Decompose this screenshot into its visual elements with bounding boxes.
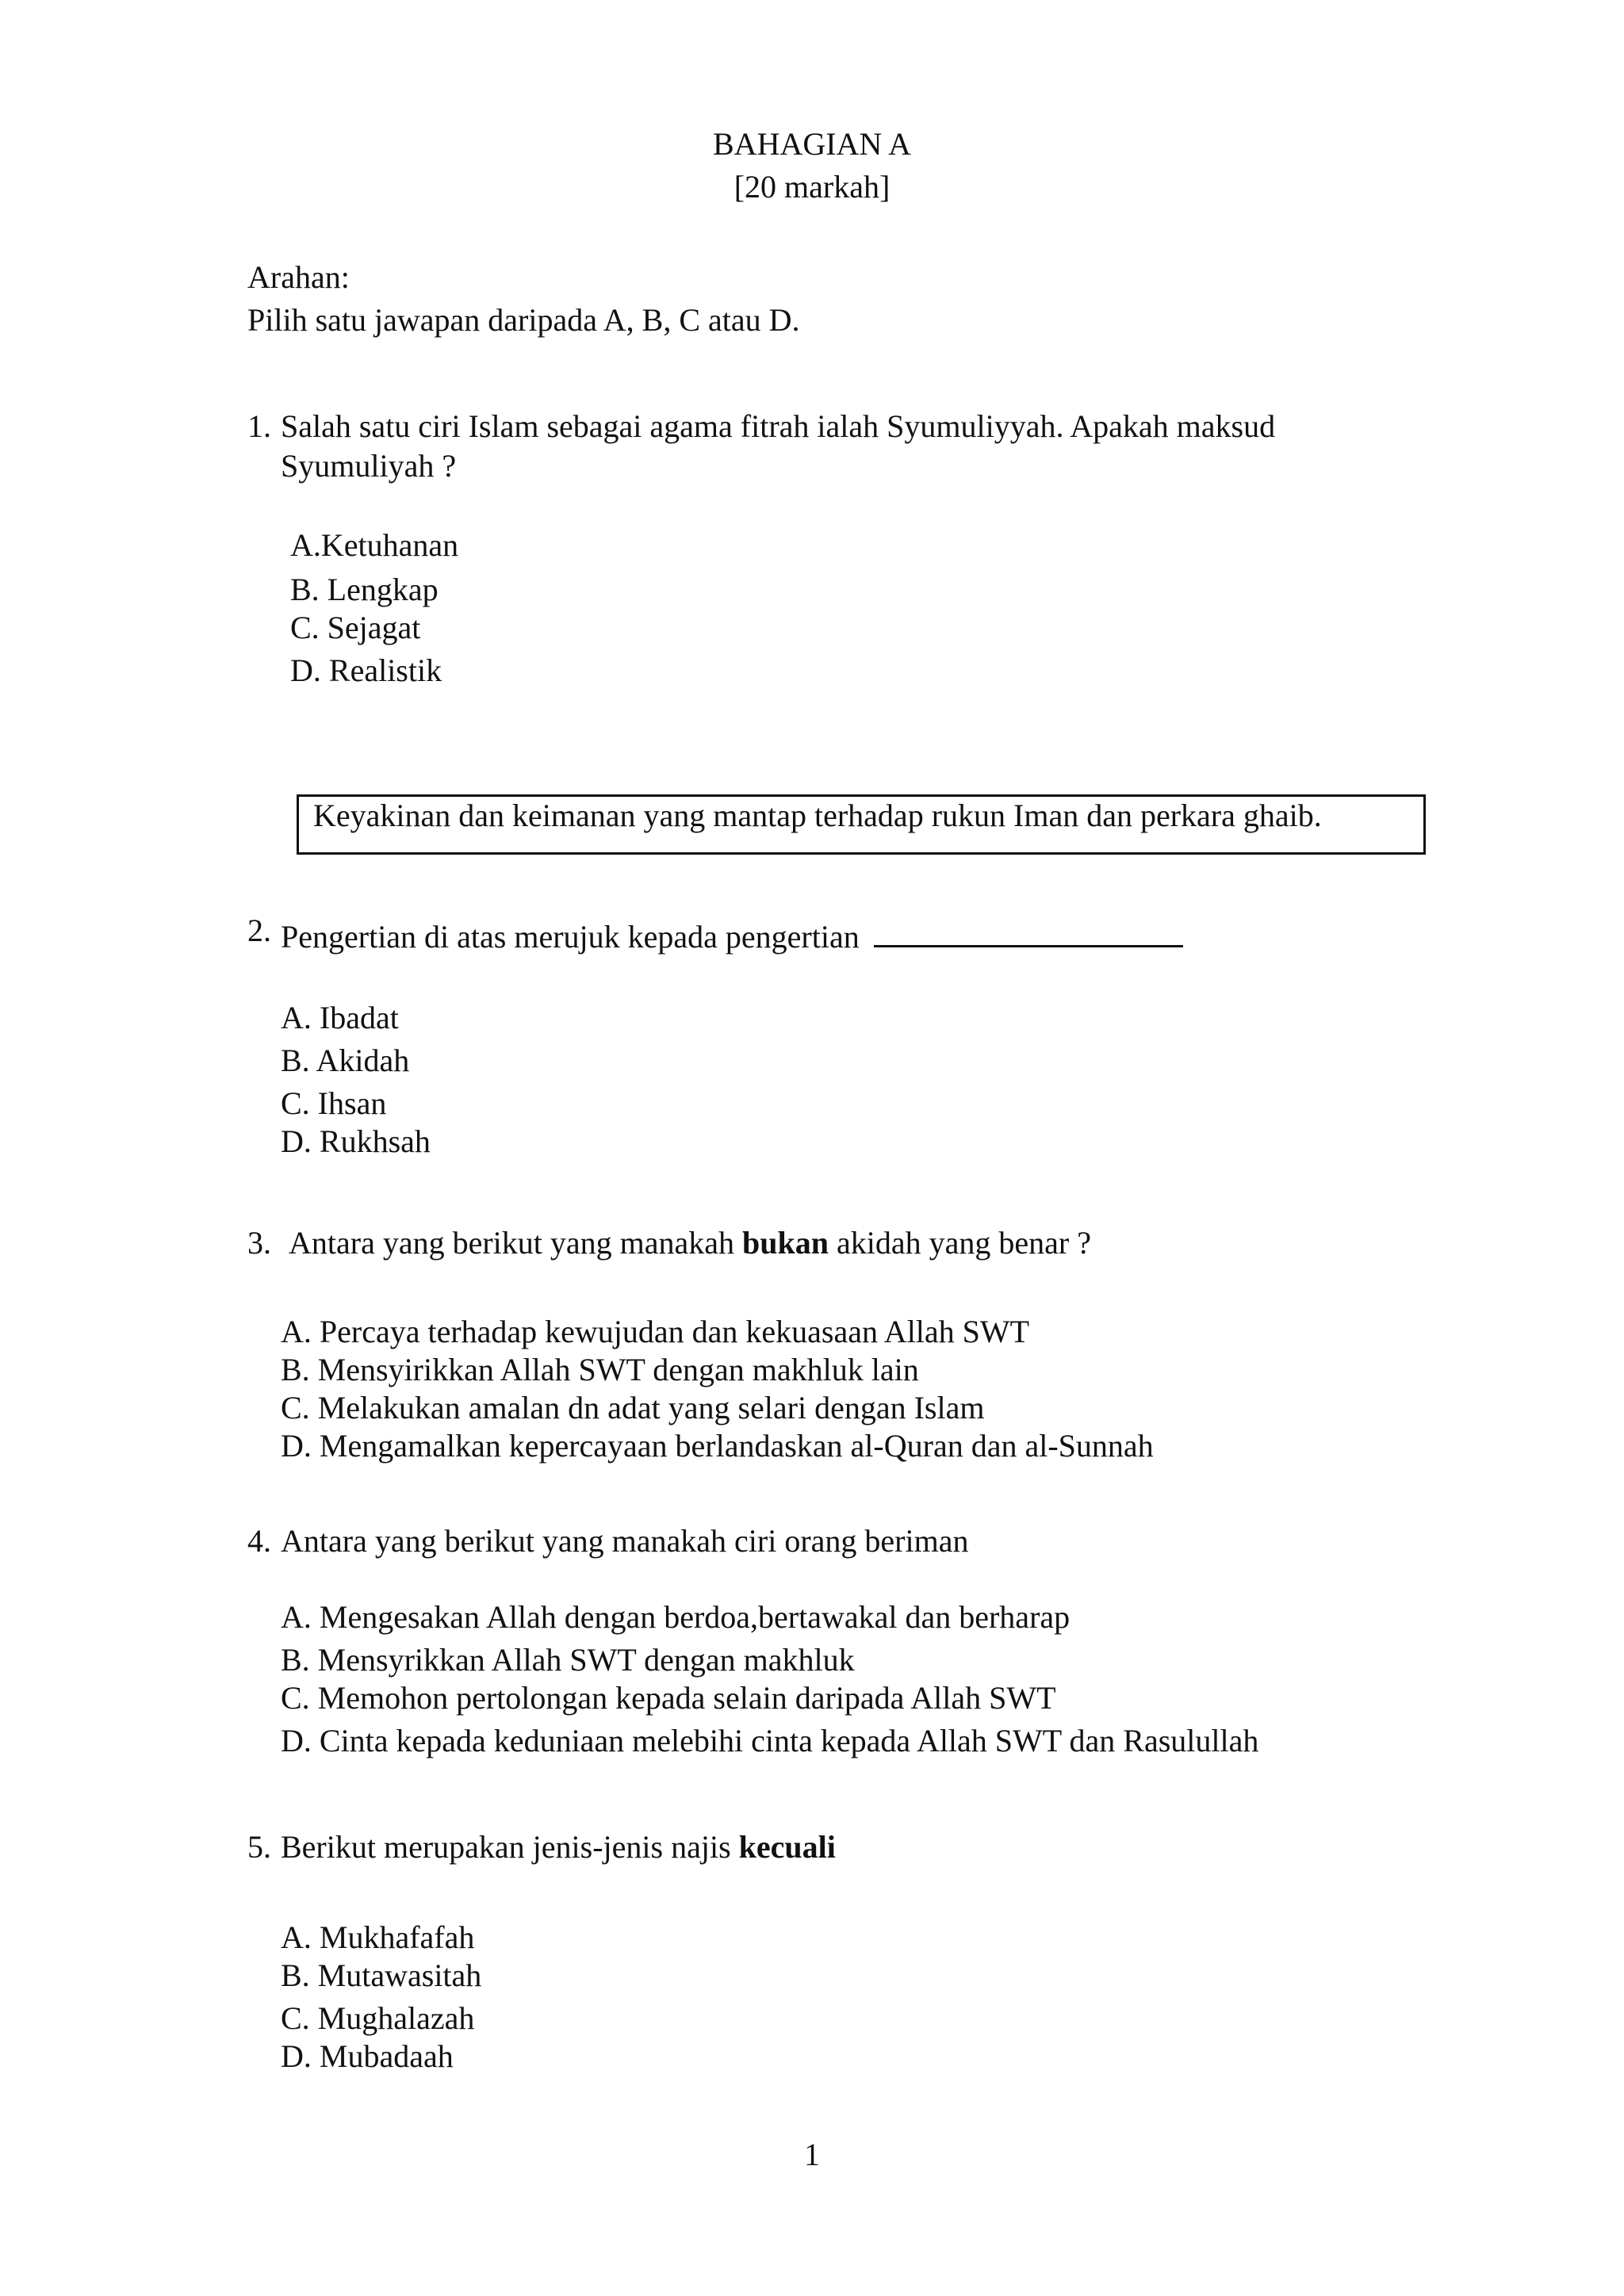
- option-b: B. Mutawasitah: [281, 1957, 482, 1993]
- option-b: B. Lengkap: [290, 572, 439, 607]
- answer-blank-line: [874, 915, 1183, 947]
- question-text: Antara yang berikut yang manakah bukan akidah yang benar ?: [289, 1225, 1091, 1261]
- option-d: D. Mubadaah: [281, 2038, 454, 2074]
- option-d: D. Realistik: [290, 652, 442, 688]
- option-d: D. Rukhsah: [281, 1123, 431, 1159]
- option-a: A. Mukhafafah: [281, 1919, 475, 1955]
- option-c: C. Melakukan amalan dn adat yang selari dengan Islam: [281, 1390, 985, 1425]
- emphasis-word: bukan: [742, 1225, 829, 1261]
- option-b: B. Akidah: [281, 1043, 410, 1078]
- question-text: Berikut merupakan jenis-jenis najis kecuali: [281, 1829, 836, 1865]
- question-number: 5.: [247, 1829, 271, 1865]
- option-a: A. Mengesakan Allah dengan berdoa,bertawakal dan berharap: [281, 1599, 1071, 1635]
- question-number: 1.: [247, 408, 271, 444]
- marks-label: [20 markah]: [733, 169, 891, 205]
- definition-text: Keyakinan dan keimanan yang mantap terhadap rukun Iman dan perkara ghaib.: [313, 798, 1322, 833]
- page-number: 1: [804, 2137, 820, 2172]
- definition-box: [297, 794, 1426, 855]
- question-number: 2.: [247, 913, 271, 948]
- option-b: B. Mensyirikkan Allah SWT dengan makhluk lain: [281, 1352, 919, 1387]
- option-c: C. Mughalazah: [281, 2000, 475, 2036]
- question-text: Antara yang berikut yang manakah ciri orang beriman: [281, 1523, 969, 1559]
- question-number: 3.: [247, 1225, 271, 1261]
- option-c: C. Memohon pertolongan kepada selain daripada Allah SWT: [281, 1680, 1056, 1716]
- option-a: A.Ketuhanan: [290, 527, 459, 563]
- option-a: A. Ibadat: [281, 1000, 399, 1035]
- question-number: 4.: [247, 1523, 271, 1559]
- instructions-label: Arahan:: [247, 259, 350, 295]
- option-d: D. Mengamalkan kepercayaan berlandaskan al-Quran dan al-Sunnah: [281, 1428, 1154, 1464]
- option-d: D. Cinta kepada keduniaan melebihi cinta kepada Allah SWT dan Rasulullah: [281, 1723, 1259, 1758]
- option-c: C. Sejagat: [290, 610, 421, 645]
- question-text-line2: Syumuliyah ?: [281, 448, 457, 484]
- question-text-line1: Salah satu ciri Islam sebagai agama fitrah ialah Syumuliyyah. Apakah maksud: [281, 408, 1276, 444]
- question-text: Pengertian di atas merujuk kepada pengertian: [281, 915, 1183, 953]
- option-c: C. Ihsan: [281, 1085, 387, 1121]
- instructions-text: Pilih satu jawapan daripada A, B, C atau D.: [247, 302, 800, 338]
- option-a: A. Percaya terhadap kewujudan dan kekuasaan Allah SWT: [281, 1314, 1030, 1349]
- emphasis-word: kecuali: [738, 1829, 836, 1865]
- section-title: BAHAGIAN A: [713, 126, 911, 162]
- option-b: B. Mensyrikkan Allah SWT dengan makhluk: [281, 1642, 855, 1678]
